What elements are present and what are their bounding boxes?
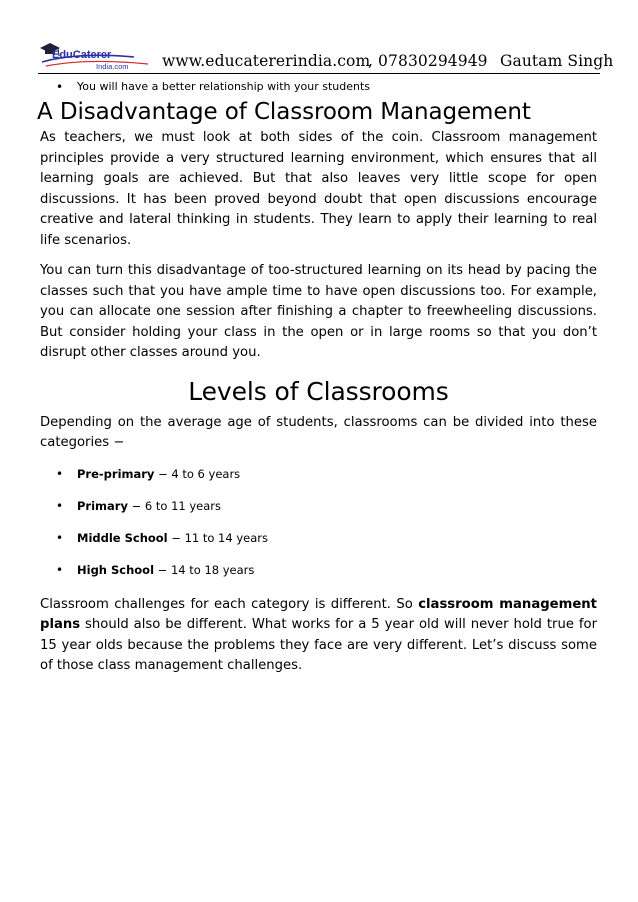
paragraph: Depending on the average age of students, classrooms can be divided into these categories − bbox=[40, 414, 597, 450]
section-heading-disadvantage: A Disadvantage of Classroom Management bbox=[37, 99, 531, 125]
category-range: − 11 to 14 years bbox=[167, 531, 268, 546]
logo-subtext: India.com bbox=[96, 62, 129, 71]
author-name: Gautam Singh bbox=[500, 52, 614, 70]
benefit-list bbox=[40, 79, 597, 95]
closing-text-a: Classroom challenges for each category is different. So bbox=[40, 596, 419, 612]
phone-number: , 07830294949 bbox=[368, 52, 488, 70]
paragraph: You can turn this disadvantage of too-structured learning on its head by pacing the classes such that you have ample time to have open discussions too. For example, you can allocate one session after finishing a chapter to freewheeling discussions. But consider holding your class in the open or in large rooms so that you don’t disrupt other classes around you. bbox=[40, 263, 597, 360]
category-range: − 6 to 11 years bbox=[127, 498, 222, 513]
page-header bbox=[38, 36, 614, 74]
category-name: Primary bbox=[77, 498, 128, 513]
list-item bbox=[40, 562, 597, 578]
category-name: Middle School bbox=[77, 531, 168, 546]
educaterer-logo bbox=[38, 38, 156, 72]
paragraph: As teachers, we must look at both sides of the coin. Classroom management principles provide a very structured learning environment, which ensures that all learning goals are achieved. But that also leaves very little scope for open discussions. It has been proved beyond doubt that open discussions encourage creative and lateral thinking in students. They learn to apply their learning to real life scenarios. bbox=[40, 130, 597, 248]
category-list bbox=[40, 466, 597, 579]
paragraph bbox=[40, 595, 597, 677]
category-range: − 4 to 6 years bbox=[154, 466, 241, 481]
list-item: • You will have a better relationship with your students bbox=[40, 79, 597, 95]
document-body bbox=[37, 79, 597, 677]
header-divider bbox=[38, 73, 600, 74]
closing-text-b: should also be different. What works for a 5 year old will never hold true for 15 year olds because the problems they face are very different. Let’s discuss some of those class management challenges. bbox=[40, 617, 597, 674]
list-item bbox=[40, 466, 597, 482]
website-link[interactable]: www.educatererindia.com bbox=[162, 52, 371, 70]
category-range: − 14 to 18 years bbox=[154, 563, 255, 578]
list-item bbox=[40, 530, 597, 546]
category-name: High School bbox=[77, 563, 155, 578]
closing-text-bold: classroom management plans bbox=[40, 596, 597, 633]
graduation-cap-icon bbox=[38, 38, 156, 72]
category-name: Pre-primary bbox=[77, 466, 155, 481]
section-heading-levels: Levels of Classrooms bbox=[188, 376, 449, 406]
list-item bbox=[40, 498, 597, 514]
logo-wordmark: EduCaterer bbox=[52, 49, 112, 61]
